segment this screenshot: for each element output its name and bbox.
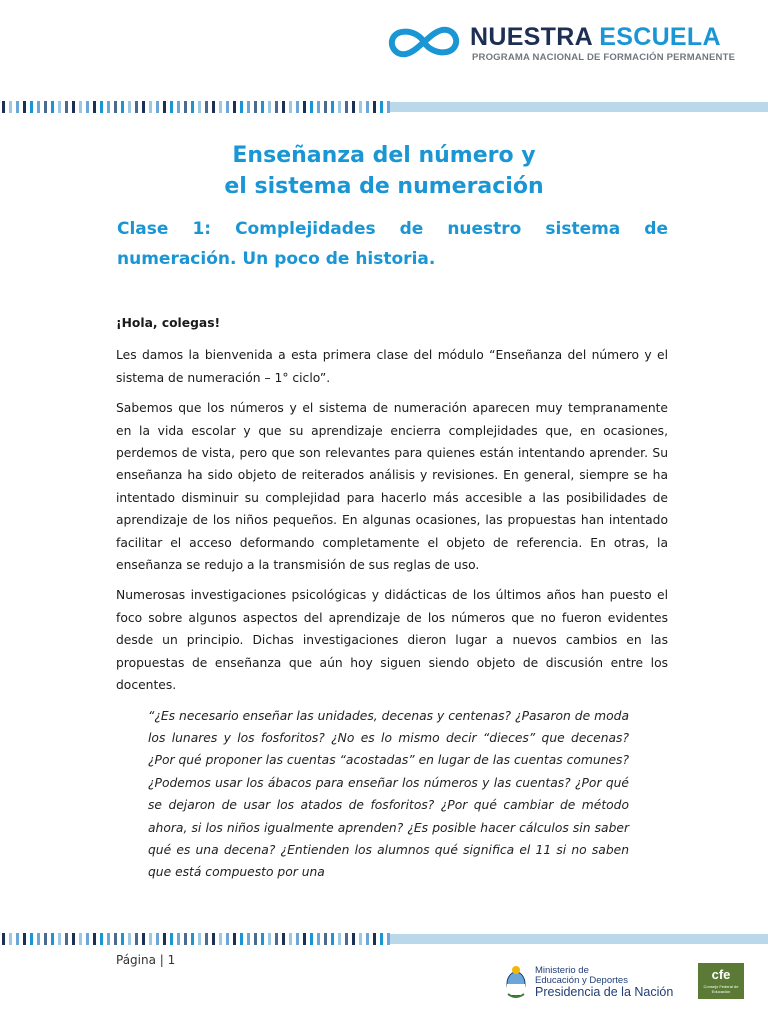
- stripe-dash: [282, 933, 285, 945]
- stripe-dash: [72, 933, 75, 945]
- stripe-dash: [44, 933, 47, 945]
- stripe-dash: [233, 101, 236, 113]
- stripe-dash: [282, 101, 285, 113]
- stripe-dash: [128, 101, 131, 113]
- stripe-dash: [331, 101, 334, 113]
- stripe-dash: [205, 933, 208, 945]
- stripe-dash: [219, 101, 222, 113]
- stripe-dash: [387, 933, 390, 945]
- stripe-dash: [184, 101, 187, 113]
- stripe-dash: [275, 933, 278, 945]
- stripe-dash: [23, 101, 26, 113]
- stripe-dash: [205, 101, 208, 113]
- stripe-dash: [135, 101, 138, 113]
- stripe-dash: [191, 101, 194, 113]
- stripe-dash: [268, 101, 271, 113]
- stripe-dash: [156, 933, 159, 945]
- title-line-2: el sistema de numeración: [224, 174, 544, 199]
- stripe-dash: [142, 101, 145, 113]
- stripe-dash: [219, 933, 222, 945]
- quote-block: “¿Es necesario enseñar las unidades, decenas y centenas? ¿Pasaron de moda los lunares y los fosforitos? ¿No es lo mismo decir “dieces” que decenas? ¿Por qué proponer las cuentas “acostadas” en lugar de las cuentas comunes? ¿Podemos usar los ábacos para enseñar los números y las cuentas? ¿Por qué se dejaron de usar los atados de fosforitos? ¿Por qué cambiar de método ahora, si los niños igualmente aprenden? ¿Es posible hacer cálculos sin saber qué es una decena? ¿Entienden los alumnos qué significa el 11 si no saben que está compuesto por una: [148, 708, 629, 880]
- stripe-dash: [254, 101, 257, 113]
- stripe-dash: [338, 101, 341, 113]
- stripe-dash: [114, 101, 117, 113]
- stripe-dash: [310, 101, 313, 113]
- stripe-dash: [212, 933, 215, 945]
- stripe-dash: [296, 101, 299, 113]
- stripe-dash: [345, 101, 348, 113]
- stripe-dash: [212, 101, 215, 113]
- page-title: [0, 140, 768, 202]
- stripe-dash: [121, 933, 124, 945]
- stripe-dash: [114, 933, 117, 945]
- ministry-line-2: Educación y Deportes: [535, 975, 628, 986]
- stripe-dash: [65, 101, 68, 113]
- stripe-dash: [121, 101, 124, 113]
- cfe-subtitle: Consejo Federal de Educación: [703, 984, 739, 994]
- stripe-dash: [303, 933, 306, 945]
- cfe-logo: [698, 963, 744, 999]
- stripe-dash: [156, 101, 159, 113]
- stripe-dash: [142, 933, 145, 945]
- brand-word-escuela: ESCUELA: [599, 23, 721, 51]
- stripe-dash: [380, 101, 383, 113]
- stripe-dash: [37, 101, 40, 113]
- stripe-dash: [149, 101, 152, 113]
- stripe-dash: [9, 933, 12, 945]
- stripe-dash: [366, 933, 369, 945]
- stripe-dash: [261, 101, 264, 113]
- ministry-line-3: Presidencia de la Nación: [535, 985, 674, 999]
- stripe-dash: [268, 933, 271, 945]
- stripe-dash: [359, 101, 362, 113]
- paragraph-numbers: Sabemos que los números y el sistema de numeración aparecen muy tempranamente en la vida escolar y que su aprendizaje encierra complejidades que, en ocasiones, perdemos de vista, pero que son relevantes para quienes están intentando aprender. Su enseñanza ha sido objeto de reiterados análisis y revisiones. En general, siempre se ha intentado disminuir su complejidad para hacerlo más accesible a las posibilidades de aprendizaje de los niños pequeños. En algunas ocasiones, las propuestas han intentado facilitar el acceso deformando completamente el objeto de referencia. En otras, la enseñanza se redujo a la transmisión de sus reglas de uso.: [116, 401, 668, 573]
- stripe-dash: [296, 933, 299, 945]
- stripe-dash: [37, 933, 40, 945]
- stripe-dash: [9, 101, 12, 113]
- stripe-dash: [51, 933, 54, 945]
- stripe-dash: [324, 933, 327, 945]
- stripe-dash: [247, 933, 250, 945]
- paragraph-welcome: Les damos la bienvenida a esta primera clase del módulo “Enseñanza del número y el sistema de numeración – 1° ciclo”.: [116, 348, 668, 385]
- stripe-dash: [79, 101, 82, 113]
- stripe-dash: [387, 101, 390, 113]
- stripe-dash: [373, 933, 376, 945]
- header-stripe: [0, 100, 768, 114]
- infinity-logo-icon: [384, 22, 464, 62]
- stripe-dash: [317, 101, 320, 113]
- stripe-dash: [23, 933, 26, 945]
- stripe-dash: [233, 933, 236, 945]
- stripe-dash: [93, 101, 96, 113]
- stripe-dash: [254, 933, 257, 945]
- stripe-dash: [352, 933, 355, 945]
- stripe-dash: [380, 933, 383, 945]
- stripe-dash: [240, 933, 243, 945]
- stripe-dash: [86, 101, 89, 113]
- stripe-dash: [107, 101, 110, 113]
- stripe-dash: [303, 101, 306, 113]
- national-shield-icon: [505, 965, 527, 999]
- stripe-dash: [135, 933, 138, 945]
- class-title: [117, 214, 668, 274]
- stripe-dash: [198, 933, 201, 945]
- stripe-dash: [16, 933, 19, 945]
- stripe-dash: [275, 101, 278, 113]
- stripe-dash: [107, 933, 110, 945]
- stripe-dash: [352, 101, 355, 113]
- stripe-dash: [289, 933, 292, 945]
- paragraph-research: Numerosas investigaciones psicológicas y didácticas de los últimos años han puesto el foco sobre algunos aspectos del aprendizaje de los números que no fueron evidentes desde un principio. Dichas investigaciones dieron lugar a nuevos cambios en las propuestas de enseñanza que aún hoy siguen siendo objeto de discusión entre los docentes.: [116, 588, 668, 693]
- stripe-dash: [100, 933, 103, 945]
- stripe-dash: [226, 101, 229, 113]
- stripe-dash: [30, 101, 33, 113]
- stripe-dash: [191, 933, 194, 945]
- stripe-dash: [170, 101, 173, 113]
- stripe-dash: [93, 933, 96, 945]
- stripe-dash: [65, 933, 68, 945]
- stripe-dash: [16, 101, 19, 113]
- stripe-dash: [128, 933, 131, 945]
- class-title-line-2: numeración. Un poco de historia.: [117, 249, 436, 269]
- stripe-dash: [184, 933, 187, 945]
- stripe-dash: [170, 933, 173, 945]
- greeting: ¡Hola, colegas!: [116, 316, 221, 330]
- stripe-dash: [79, 933, 82, 945]
- stripe-dash: [177, 101, 180, 113]
- stripe-dash: [44, 101, 47, 113]
- stripe-dash: [324, 101, 327, 113]
- stripe-dash: [345, 933, 348, 945]
- stripe-dash: [310, 933, 313, 945]
- stripe-dash: [359, 933, 362, 945]
- stripe-dash: [51, 101, 54, 113]
- stripe-dash: [317, 933, 320, 945]
- ministry-logo: [505, 963, 695, 1003]
- stripe-dash: [338, 933, 341, 945]
- stripe-dash: [163, 101, 166, 113]
- stripe-dash: [149, 933, 152, 945]
- brand-name: [470, 22, 721, 52]
- stripe-dash: [2, 933, 5, 945]
- header-logo: [384, 20, 736, 70]
- stripe-dash: [163, 933, 166, 945]
- stripe-dash: [198, 101, 201, 113]
- stripe-dash: [2, 101, 5, 113]
- stripe-dash: [58, 101, 61, 113]
- brand-subtitle: PROGRAMA NACIONAL DE FORMACIÓN PERMANENTE: [472, 52, 736, 63]
- brand-word-nuestra: NUESTRA: [470, 23, 593, 51]
- stripe-dash: [366, 101, 369, 113]
- stripe-dash: [247, 101, 250, 113]
- ministry-line-1: Ministerio de: [535, 965, 589, 976]
- stripe-dash: [261, 933, 264, 945]
- stripe-dash: [289, 101, 292, 113]
- stripe-dash: [100, 101, 103, 113]
- stripe-dash: [226, 933, 229, 945]
- stripe-dash: [86, 933, 89, 945]
- body-content: [116, 312, 668, 884]
- title-line-1: Enseñanza del número y: [232, 143, 536, 168]
- class-title-line-1: Clase 1: Complejidades de nuestro sistema de: [117, 219, 668, 239]
- stripe-dash: [30, 933, 33, 945]
- footer-stripe: [0, 932, 768, 946]
- cfe-name: cfe: [711, 967, 731, 982]
- stripe-dash: [72, 101, 75, 113]
- stripe-dash: [240, 101, 243, 113]
- page-number: Página | 1: [116, 953, 176, 967]
- stripe-dash: [58, 933, 61, 945]
- stripe-dash: [331, 933, 334, 945]
- stripe-dash: [177, 933, 180, 945]
- stripe-dash: [373, 101, 376, 113]
